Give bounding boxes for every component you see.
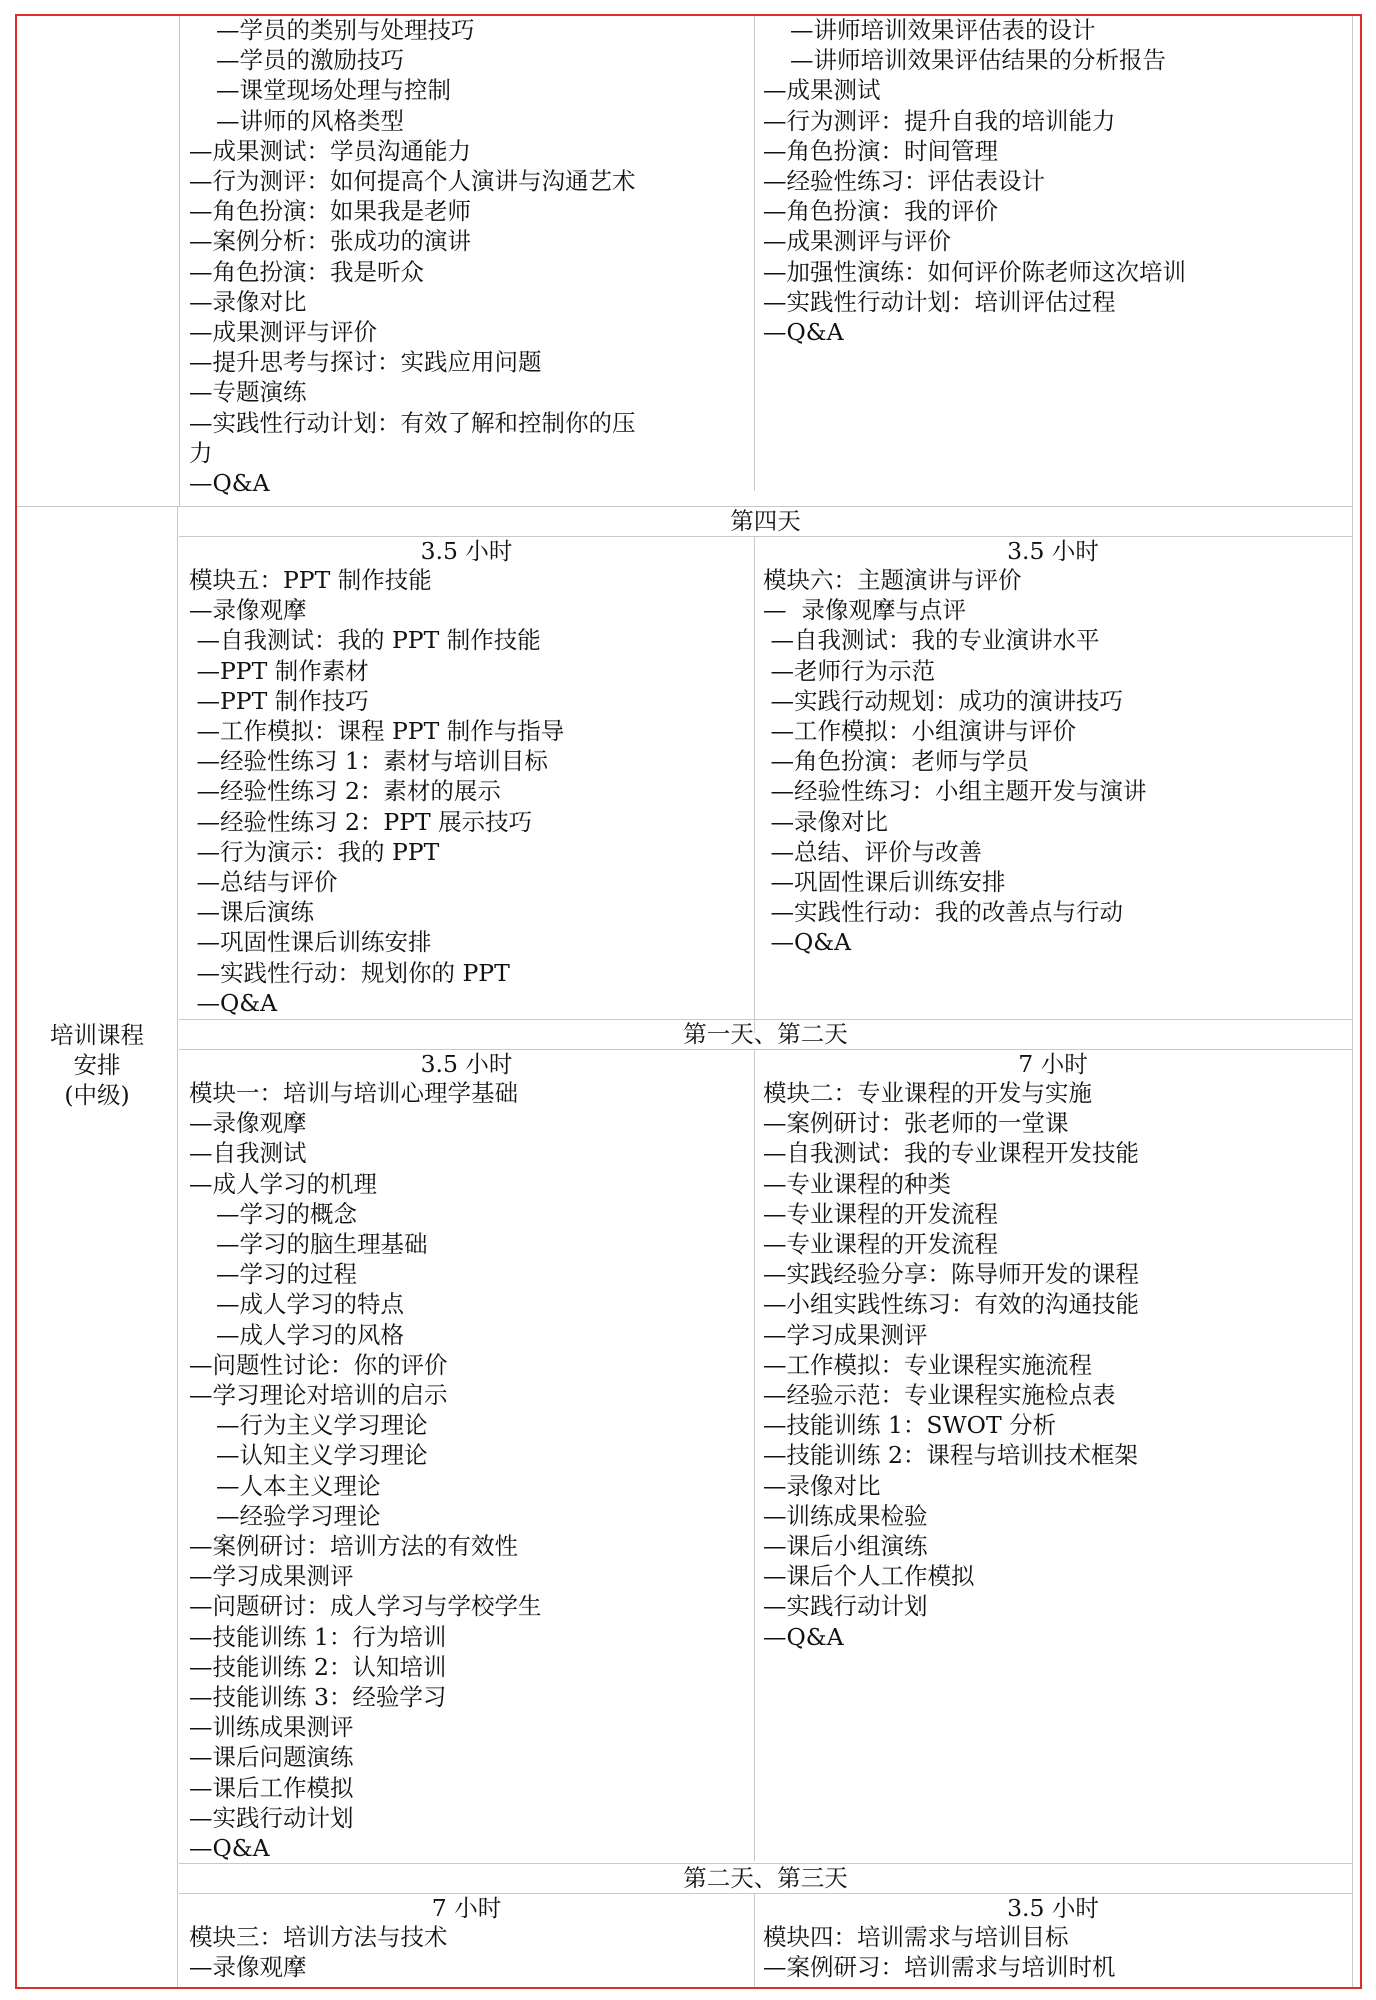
list-item: —成人学习的机理 xyxy=(189,1169,377,1198)
list-item: —学员的类别与处理技巧 xyxy=(216,16,475,44)
list-item: —Q&A xyxy=(763,928,852,957)
list-item: —实践行动规划：成功的演讲技巧 xyxy=(763,686,1123,715)
list-item: —课堂现场处理与控制 xyxy=(216,76,451,105)
day-header-day12: 第一天、第二天 xyxy=(683,1020,848,1048)
list-item: —训练成果检验 xyxy=(763,1501,928,1530)
list-item: —巩固性课后训练安排 xyxy=(763,868,1006,897)
list-item: —小组实践性练习：有效的沟通技能 xyxy=(763,1290,1139,1319)
day-header-day23: 第二天、第三天 xyxy=(683,1864,848,1892)
list-item: —课后工作模拟 xyxy=(189,1773,354,1802)
list-item: —工作模拟：课程 PPT 制作与指导 xyxy=(189,717,565,746)
list-item: —人本主义理论 xyxy=(216,1471,381,1500)
list-item: —录像对比 xyxy=(763,807,888,836)
module-title: 模块二：专业课程的开发与实施 xyxy=(763,1079,1092,1107)
list-item: —自我测试：我的专业演讲水平 xyxy=(763,626,1100,655)
row-label-line: (中级) xyxy=(64,1081,130,1109)
list-item: —角色扮演：时间管理 xyxy=(763,136,998,165)
list-item: —录像观摩 xyxy=(189,1109,307,1138)
list-item: —技能训练 1：SWOT 分析 xyxy=(763,1411,1057,1440)
list-item: —课后小组演练 xyxy=(763,1532,928,1561)
list-item: —自我测试：我的专业课程开发技能 xyxy=(763,1139,1139,1168)
row-label-line: 安排 xyxy=(73,1051,121,1079)
cell-module4 xyxy=(763,1922,1348,1989)
list-item: — 录像观摩与点评 xyxy=(763,596,966,625)
list-item: —工作模拟：专业课程实施流程 xyxy=(763,1350,1092,1379)
divider-middle-column xyxy=(754,536,755,1033)
list-item: —课后演练 xyxy=(189,898,314,927)
list-item: —实践性行动：规划你的 PPT xyxy=(189,958,510,987)
divider-label-column xyxy=(177,506,178,1989)
list-item: —录像对比 xyxy=(189,287,307,316)
list-item: —PPT 制作技巧 xyxy=(189,686,369,715)
list-item: —自我测试：我的 PPT 制作技能 xyxy=(189,626,541,655)
list-item: —学习的概念 xyxy=(216,1199,357,1228)
list-item: —技能训练 1：行为培训 xyxy=(189,1622,447,1651)
list-item: —角色扮演：如果我是老师 xyxy=(189,197,471,226)
row-label xyxy=(17,1020,177,1110)
day-header-day4: 第四天 xyxy=(730,507,801,535)
hours-label: 7 小时 xyxy=(431,1894,502,1922)
list-item: —总结与评价 xyxy=(189,868,338,897)
list-item: —工作模拟：小组演讲与评价 xyxy=(763,717,1076,746)
list-item: —实践性行动：我的改善点与行动 xyxy=(763,898,1123,927)
list-item: —Q&A xyxy=(763,318,844,347)
list-item: —实践性行动计划：培训评估过程 xyxy=(763,287,1116,316)
hours-label: 3.5 小时 xyxy=(420,537,513,565)
list-item: —加强性演练：如何评价陈老师这次培训 xyxy=(763,257,1186,286)
list-item: —学习的脑生理基础 xyxy=(216,1230,428,1259)
list-item: —Q&A xyxy=(189,988,278,1017)
list-item: —问题性讨论：你的评价 xyxy=(189,1350,448,1379)
divider-middle-column xyxy=(754,16,755,491)
list-item: —案例研讨：张老师的一堂课 xyxy=(763,1109,1069,1138)
list-item: —成果测试 xyxy=(763,76,881,105)
divider-middle-column xyxy=(754,1049,755,1861)
list-item: —学习成果测评 xyxy=(189,1562,354,1591)
list-item: 力 xyxy=(189,438,213,467)
hours-label: 3.5 小时 xyxy=(1007,1894,1099,1922)
list-item: —经验性练习 1：素材与培训目标 xyxy=(189,747,548,776)
list-item: —提升思考与探讨：实践应用问题 xyxy=(189,348,542,377)
list-item: —课后问题演练 xyxy=(189,1743,354,1772)
list-item: —录像对比 xyxy=(763,1471,881,1500)
cell-continued-right xyxy=(763,15,1348,503)
hours-label: 7 小时 xyxy=(1018,1050,1088,1078)
list-item: —专题演练 xyxy=(189,378,307,407)
list-item: —案例研讨：培训方法的有效性 xyxy=(189,1532,518,1561)
list-item: —成果测评与评价 xyxy=(189,318,377,347)
divider-right-column xyxy=(1352,16,1353,1989)
list-item: —成人学习的特点 xyxy=(216,1290,404,1319)
list-item: —实践行动计划 xyxy=(763,1592,928,1621)
list-item: —录像观摩 xyxy=(189,596,307,625)
document-page xyxy=(15,14,1362,1989)
list-item: —学习理论对培训的启示 xyxy=(189,1381,448,1410)
list-item: —行为测评：提升自我的培训能力 xyxy=(763,106,1116,135)
list-item: —行为主义学习理论 xyxy=(216,1411,428,1440)
list-item: —学习成果测评 xyxy=(763,1320,928,1349)
list-item: —课后个人工作模拟 xyxy=(763,1562,975,1591)
list-item: —认知主义学习理论 xyxy=(216,1441,428,1470)
list-item: —专业课程的种类 xyxy=(763,1169,951,1198)
list-item: —经验性练习 2：素材的展示 xyxy=(189,777,501,806)
list-item: —角色扮演：我是听众 xyxy=(189,257,424,286)
divider-left-margin xyxy=(179,16,180,506)
list-item: —经验性练习：评估表设计 xyxy=(763,167,1045,196)
list-item: —专业课程的开发流程 xyxy=(763,1230,998,1259)
module-title: 模块一：培训与培训心理学基础 xyxy=(189,1079,518,1107)
list-item: —技能训练 2：课程与培训技术框架 xyxy=(763,1441,1138,1470)
list-item: —学习的过程 xyxy=(216,1260,357,1289)
cell-module6 xyxy=(763,565,1348,1019)
list-item: —成果测评与评价 xyxy=(763,227,951,256)
list-item: —经验示范：专业课程实施检点表 xyxy=(763,1381,1116,1410)
cell-module2 xyxy=(763,1078,1348,1862)
cell-module5 xyxy=(189,565,749,1019)
list-item: —专业课程的开发流程 xyxy=(763,1199,998,1228)
hours-label: 3.5 小时 xyxy=(420,1050,513,1078)
list-item: —实践行动计划 xyxy=(189,1803,354,1832)
module-title: 模块四：培训需求与培训目标 xyxy=(763,1923,1069,1951)
row-label-line: 培训课程 xyxy=(50,1021,144,1049)
list-item: —技能训练 2：认知培训 xyxy=(189,1652,447,1681)
list-item: —技能训练 3：经验学习 xyxy=(189,1683,447,1712)
list-item: —实践性行动计划：有效了解和控制你的压 xyxy=(189,408,636,437)
list-item: —讲师培训效果评估表的设计 xyxy=(790,16,1096,44)
list-item: —行为测评：如何提高个人演讲与沟通艺术 xyxy=(189,167,636,196)
list-item: —角色扮演：我的评价 xyxy=(763,197,998,226)
list-item: —训练成果测评 xyxy=(189,1713,354,1742)
list-item: —行为演示：我的 PPT xyxy=(189,837,440,866)
list-item: —老师行为示范 xyxy=(763,656,935,685)
list-item: —学员的激励技巧 xyxy=(216,46,404,75)
list-item: —经验性练习 2：PPT 展示技巧 xyxy=(189,807,533,836)
list-item: —PPT 制作素材 xyxy=(189,656,369,685)
list-item: —Q&A xyxy=(189,1834,270,1862)
cell-continued-left xyxy=(189,15,749,503)
list-item: —Q&A xyxy=(763,1622,844,1651)
list-item: —案例研习：培训需求与培训时机 xyxy=(763,1953,1116,1982)
list-item: —成人学习的风格 xyxy=(216,1320,404,1349)
list-item: —角色扮演：老师与学员 xyxy=(763,747,1029,776)
cell-module1 xyxy=(189,1078,749,1862)
hours-label: 3.5 小时 xyxy=(1007,537,1099,565)
list-item: —实践经验分享：陈导师开发的课程 xyxy=(763,1260,1139,1289)
list-item: —经验学习理论 xyxy=(216,1501,381,1530)
module-title: 模块三：培训方法与技术 xyxy=(189,1923,448,1951)
list-item: —案例分析：张成功的演讲 xyxy=(189,227,471,256)
cell-module3 xyxy=(189,1922,749,1989)
list-item: —Q&A xyxy=(189,469,270,498)
list-item: —总结、评价与改善 xyxy=(763,837,982,866)
list-item: —成果测试：学员沟通能力 xyxy=(189,136,471,165)
list-item: —问题研讨：成人学习与学校学生 xyxy=(189,1592,542,1621)
module-title: 模块六：主题演讲与评价 xyxy=(763,566,1022,594)
list-item: —讲师的风格类型 xyxy=(216,106,404,135)
list-item: —自我测试 xyxy=(189,1139,307,1168)
module-title: 模块五：PPT 制作技能 xyxy=(189,566,432,594)
list-item: —巩固性课后训练安排 xyxy=(189,928,432,957)
list-item: —讲师培训效果评估结果的分析报告 xyxy=(790,46,1166,75)
list-item: —录像观摩 xyxy=(189,1953,307,1982)
list-item: —经验性练习：小组主题开发与演讲 xyxy=(763,777,1147,806)
